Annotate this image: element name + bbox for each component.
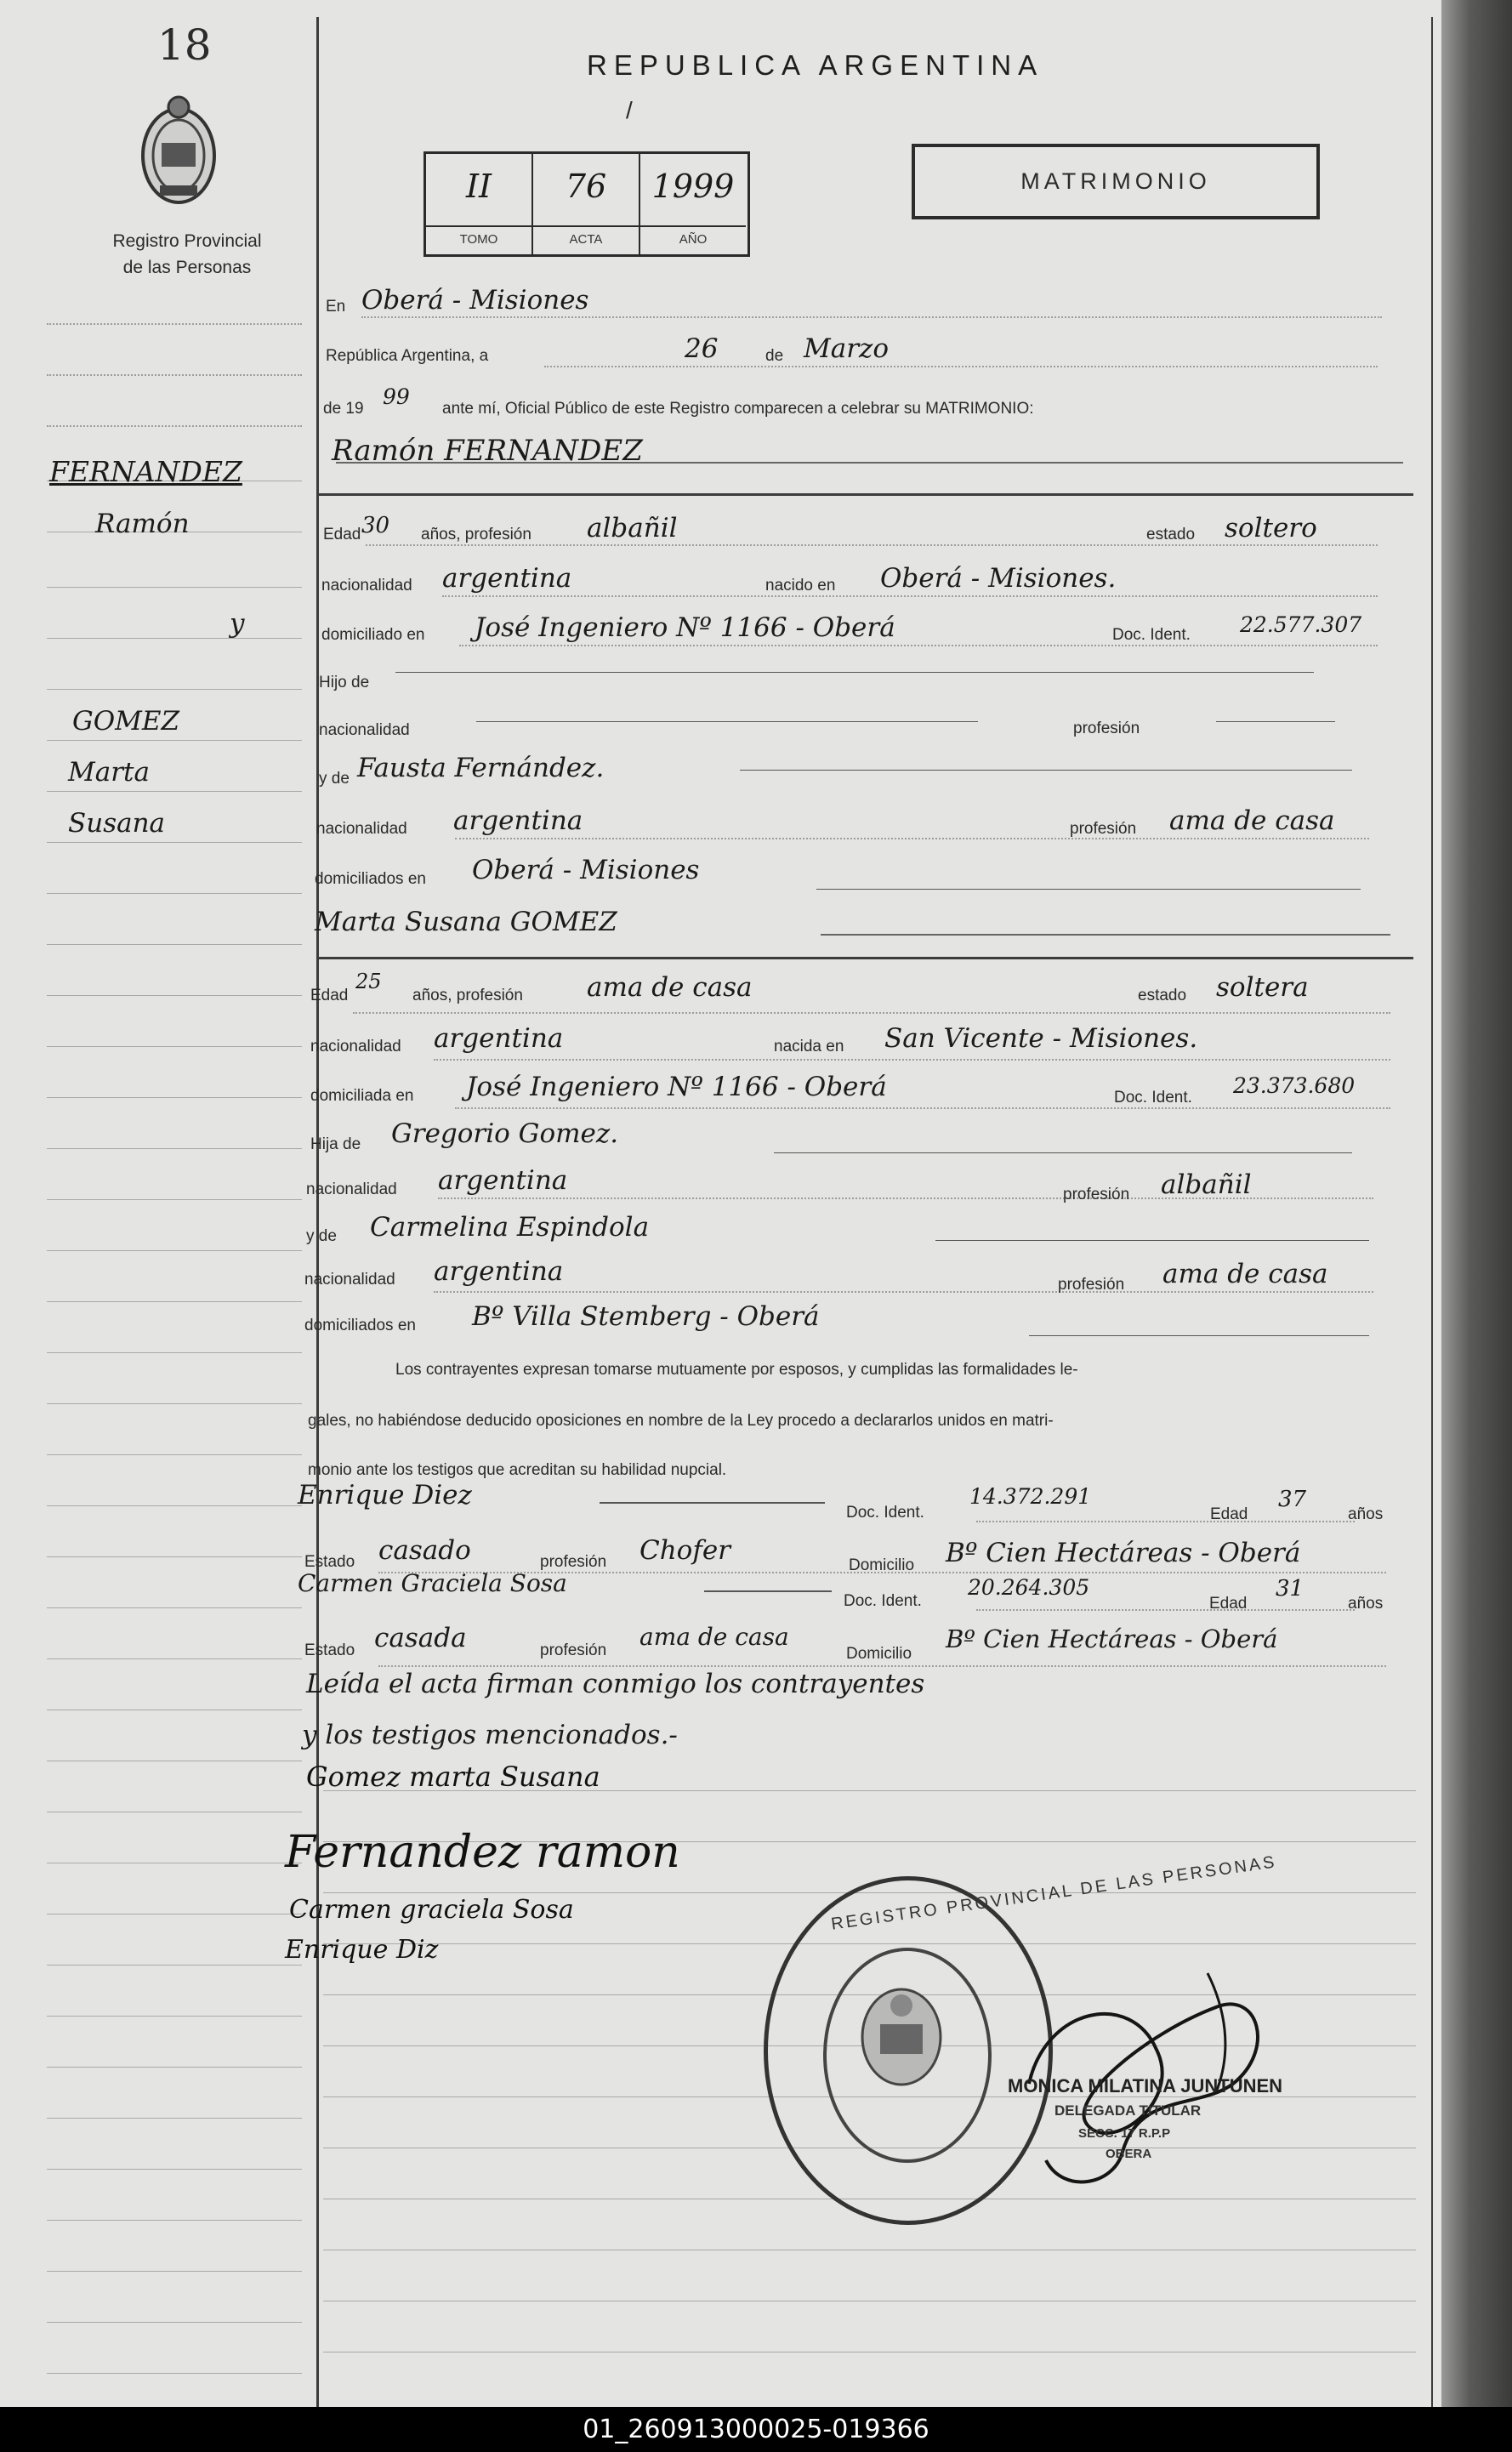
declaration-line: gales, no habiéndose deducido oposiciones en nombre de la Ley procedo a declararlos unidos en matri-: [308, 1412, 1054, 1430]
margin-rule: [47, 2322, 302, 2323]
bride-birthplace: San Vicente - Misiones.: [884, 1023, 1198, 1054]
bride-mother: Carmelina Espindola: [370, 1212, 650, 1243]
margin-rule: [47, 842, 302, 843]
nacionalidad-label: nacionalidad: [321, 577, 412, 595]
declaration-line: monio ante los testigos que acreditan su habilidad nupcial.: [308, 1461, 727, 1479]
margin-rule: [47, 1301, 302, 1302]
domiciliada-label: domiciliada en: [310, 1087, 414, 1105]
witness2-name: Carmen Graciela Sosa: [298, 1569, 567, 1597]
fill-line: [378, 1665, 1386, 1667]
bride-father-nationality: argentina: [438, 1165, 568, 1196]
margin-rule: [47, 2220, 302, 2221]
fill-line: [455, 838, 1369, 839]
margin-rule: [47, 689, 302, 690]
fill-line: [976, 1609, 1355, 1611]
nacida-label: nacida en: [774, 1038, 844, 1055]
place-entry: Oberá - Misiones: [361, 285, 589, 316]
nacido-label: nacido en: [765, 577, 836, 595]
groom-mother: Fausta Fernández.: [357, 753, 605, 783]
profesion-label: profesión: [540, 1641, 607, 1659]
fill-line: [366, 544, 1378, 546]
margin-rule: [47, 1352, 302, 1353]
margin-groom-name: Ramón: [95, 509, 190, 539]
margin-rule: [47, 944, 302, 945]
domicilio-label: Domicilio: [846, 1645, 912, 1663]
officer-title: DELEGADA TITULAR: [1054, 2102, 1202, 2119]
margin-rule: [47, 2118, 302, 2119]
record-index-box: [423, 151, 750, 257]
nacionalidad-label: nacionalidad: [310, 1038, 401, 1055]
bride-mother-profession: ama de casa: [1162, 1259, 1328, 1289]
margin-rule: [47, 2067, 302, 2068]
de-label: de: [765, 347, 784, 365]
declaration-line: Los contrayentes expresan tomarse mutuamente por esposos, y cumplidas las formalidades le-: [395, 1361, 1078, 1379]
acta-value: 76: [565, 168, 607, 205]
bride-status: soltera: [1216, 972, 1309, 1003]
fill-line: [774, 1152, 1352, 1153]
groom-status: soltero: [1225, 513, 1317, 543]
officer-city: OBERA: [1106, 2147, 1152, 2161]
margin-bride-name: Susana: [68, 808, 166, 839]
en-label: En: [326, 298, 346, 316]
fill-line: [544, 366, 1378, 367]
fill-line: [935, 1240, 1369, 1241]
estado-label: estado: [1146, 526, 1196, 543]
margin-rule: [47, 587, 302, 588]
margin-rule: [47, 2169, 302, 2170]
margin-rule: [47, 2016, 302, 2017]
year-label: de 19: [323, 400, 364, 418]
margin-rule: [47, 791, 302, 792]
bride-full-name: Marta Susana GOMEZ: [315, 907, 617, 937]
margin-rule: [47, 740, 302, 741]
witness2-status: casada: [374, 1623, 467, 1653]
bride-parents-address: Bº Villa Stemberg - Oberá: [472, 1301, 820, 1332]
margin-rule: [47, 1097, 302, 1098]
groom-profession: albañil: [587, 513, 678, 543]
domicilio-label: Domicilio: [849, 1556, 915, 1574]
witness2-age: 31: [1276, 1576, 1305, 1601]
profesion-label: profesión: [1070, 820, 1137, 838]
bride-signature: Gomez marta Susana: [306, 1761, 600, 1793]
republica-label: República Argentina, a: [326, 347, 489, 365]
fill-line: [740, 770, 1352, 771]
yde-label: y de: [319, 770, 350, 788]
bride-father-profession: albañil: [1161, 1169, 1252, 1200]
margin-rule: [47, 1148, 302, 1149]
witness2-address: Bº Cien Hectáreas - Oberá: [946, 1624, 1278, 1653]
anos-label: años: [1348, 1595, 1384, 1613]
margin-rule: [47, 1046, 302, 1047]
witness1-age: 37: [1278, 1487, 1307, 1512]
fill-line: [1029, 1335, 1369, 1336]
seal-text: REGISTRO PROVINCIAL DE LAS PERSONAS: [829, 1852, 1278, 1934]
bride-mother-nationality: argentina: [434, 1256, 564, 1287]
doc-label: Doc. Ident.: [846, 1504, 924, 1522]
margin-rule: [47, 1403, 302, 1404]
ano-cell: [640, 154, 746, 254]
groom-birthplace: Oberá - Misiones.: [880, 563, 1117, 594]
header-title: REPUBLICA ARGENTINA: [587, 49, 1044, 81]
section-divider: [316, 957, 1413, 959]
acta-label: ACTA: [533, 225, 639, 253]
tomo-value: II: [465, 168, 492, 205]
groom-nationality: argentina: [442, 563, 572, 594]
margin-bride-surname: GOMEZ: [72, 706, 180, 737]
day-entry: 26: [685, 333, 719, 364]
fill-line: [600, 1502, 825, 1504]
margin-rule: [47, 2271, 302, 2272]
hija-label: Hija de: [310, 1135, 361, 1153]
officer-name: MONICA MILATINA JUNTUNEN: [1008, 2075, 1283, 2096]
margin-groom-surname: FERNANDEZ: [49, 455, 242, 488]
section-divider: [316, 493, 1413, 496]
scan-identifier: 01_260913000025-019366: [0, 2407, 1512, 2452]
tomo-label: TOMO: [426, 225, 531, 253]
witness1-status: casado: [378, 1535, 471, 1566]
margin-divider: [316, 17, 319, 2407]
margin-rule: [47, 1556, 302, 1557]
fill-line: [434, 1059, 1390, 1061]
witness2-profession: ama de casa: [639, 1623, 789, 1651]
margin-rule: [47, 1607, 302, 1608]
estado2-label: Estado: [304, 1641, 355, 1659]
folio-number: 18: [157, 20, 212, 70]
seal-emblem-icon: [850, 1982, 952, 2092]
groom-mother-nationality: argentina: [453, 805, 583, 836]
coat-of-arms-icon: [136, 92, 221, 209]
margin-bride-name: Marta: [68, 757, 150, 788]
ano-label: AÑO: [640, 225, 746, 253]
witness1-name: Enrique Diez: [298, 1480, 472, 1510]
profesion-label: profesión: [1058, 1276, 1125, 1294]
anos-profesion-label: años, profesión: [412, 987, 523, 1004]
estado-label: estado: [1138, 987, 1187, 1004]
edad-label: Edad: [323, 526, 361, 543]
closing-line: Leída el acta firman conmigo los contrayentes: [306, 1669, 925, 1699]
domiciliados-label: domiciliados en: [304, 1317, 416, 1334]
groom-full-name: Ramón FERNANDEZ: [332, 434, 643, 468]
bride-nationality: argentina: [434, 1023, 564, 1054]
margin-rule: [47, 995, 302, 996]
profesion-label: profesión: [540, 1553, 607, 1571]
margin-rule: [47, 893, 302, 894]
edad-label: Edad: [1209, 1595, 1248, 1613]
fill-line: [353, 1012, 1390, 1014]
groom-doc: 22.577.307: [1240, 612, 1362, 637]
domiciliados-label: domiciliados en: [315, 870, 426, 888]
ano-value: 1999: [651, 168, 735, 205]
fill-line: [976, 1521, 1355, 1522]
groom-mother-profession: ama de casa: [1169, 805, 1335, 836]
nacionalidad-label: nacionalidad: [304, 1271, 395, 1289]
record-type-box: MATRIMONIO: [912, 144, 1320, 219]
fill-line: [704, 1590, 832, 1592]
bride-profession: ama de casa: [587, 972, 753, 1003]
anos-label: años: [1348, 1505, 1384, 1523]
fill-line: [476, 721, 978, 722]
margin-conjunction: y: [230, 608, 245, 639]
nacionalidad-label: nacionalidad: [319, 721, 410, 739]
margin-rule: [47, 425, 302, 427]
witness1-profession: Chofer: [639, 1535, 730, 1566]
tomo-cell: [426, 154, 533, 254]
book-edge-shadow: [1441, 0, 1512, 2407]
anos-profesion-label: años, profesión: [421, 526, 531, 543]
doc-label: Doc. Ident.: [1112, 626, 1191, 644]
fill-line: [816, 889, 1361, 890]
year-entry: 99: [383, 384, 410, 409]
margin-rule: [47, 323, 302, 325]
margin-rule: [47, 374, 302, 376]
estado2-label: Estado: [304, 1553, 355, 1571]
acta-cell: [533, 154, 640, 254]
nacionalidad-label: nacionalidad: [306, 1180, 397, 1198]
registry-name: de las Personas: [122, 258, 252, 277]
bride-father: Gregorio Gomez.: [391, 1118, 619, 1149]
registry-name: Registro Provincial: [112, 231, 262, 251]
bride-age: 25: [355, 970, 382, 993]
witness1-signature: Enrique Diz: [285, 1935, 439, 1965]
edad-label: Edad: [1210, 1505, 1248, 1523]
bride-doc: 23.373.680: [1233, 1073, 1356, 1098]
intro-text: ante mí, Oficial Público de este Registro comparecen a celebrar su MATRIMONIO:: [442, 400, 1034, 418]
fill-line: [395, 672, 1314, 673]
margin-rule: [47, 1965, 302, 1966]
fill-line: [361, 316, 1382, 318]
fill-line: [442, 595, 1378, 597]
witness1-address: Bº Cien Hectáreas - Oberá: [946, 1538, 1301, 1568]
fill-line: [459, 645, 1378, 646]
doc-label: Doc. Ident.: [844, 1592, 922, 1610]
month-entry: Marzo: [804, 333, 890, 364]
right-border: [1431, 17, 1433, 2407]
margin-rule: [47, 1505, 302, 1506]
margin-rule: [47, 1658, 302, 1659]
groom-age: 30: [361, 513, 390, 538]
bride-address: José Ingeniero Nº 1166 - Oberá: [466, 1072, 887, 1102]
closing-line: y los testigos mencionados.-: [302, 1720, 678, 1750]
fill-line: [1216, 721, 1335, 722]
profesion-label: profesión: [1063, 1186, 1130, 1203]
nacionalidad-label: nacionalidad: [316, 820, 407, 838]
domiciliado-label: domiciliado en: [321, 626, 425, 644]
witness2-signature: Carmen graciela Sosa: [289, 1895, 574, 1925]
margin-rule: [47, 638, 302, 639]
groom-address: José Ingeniero Nº 1166 - Oberá: [475, 612, 895, 643]
margin-rule: [47, 1250, 302, 1251]
edad-label: Edad: [310, 987, 349, 1004]
witness1-doc: 14.372.291: [969, 1484, 1092, 1509]
fill-line: [455, 1107, 1390, 1109]
groom-parents-address: Oberá - Misiones: [472, 855, 700, 885]
margin-rule: [47, 2373, 302, 2374]
officer-section: SECC. 17 R.P.P: [1078, 2126, 1171, 2141]
witness2-doc: 20.264.305: [968, 1575, 1090, 1600]
groom-signature: Fernandez ramon: [285, 1827, 680, 1878]
header-mark: /: [626, 97, 633, 123]
fill-line: [821, 934, 1390, 936]
margin-rule: [47, 1454, 302, 1455]
fill-line: [434, 1291, 1373, 1293]
yde-label: y de: [306, 1227, 337, 1245]
margin-rule: [47, 1199, 302, 1200]
profesion-label: profesión: [1073, 720, 1140, 737]
doc-label: Doc. Ident.: [1114, 1089, 1192, 1107]
hijo-label: Hijo de: [319, 674, 370, 691]
